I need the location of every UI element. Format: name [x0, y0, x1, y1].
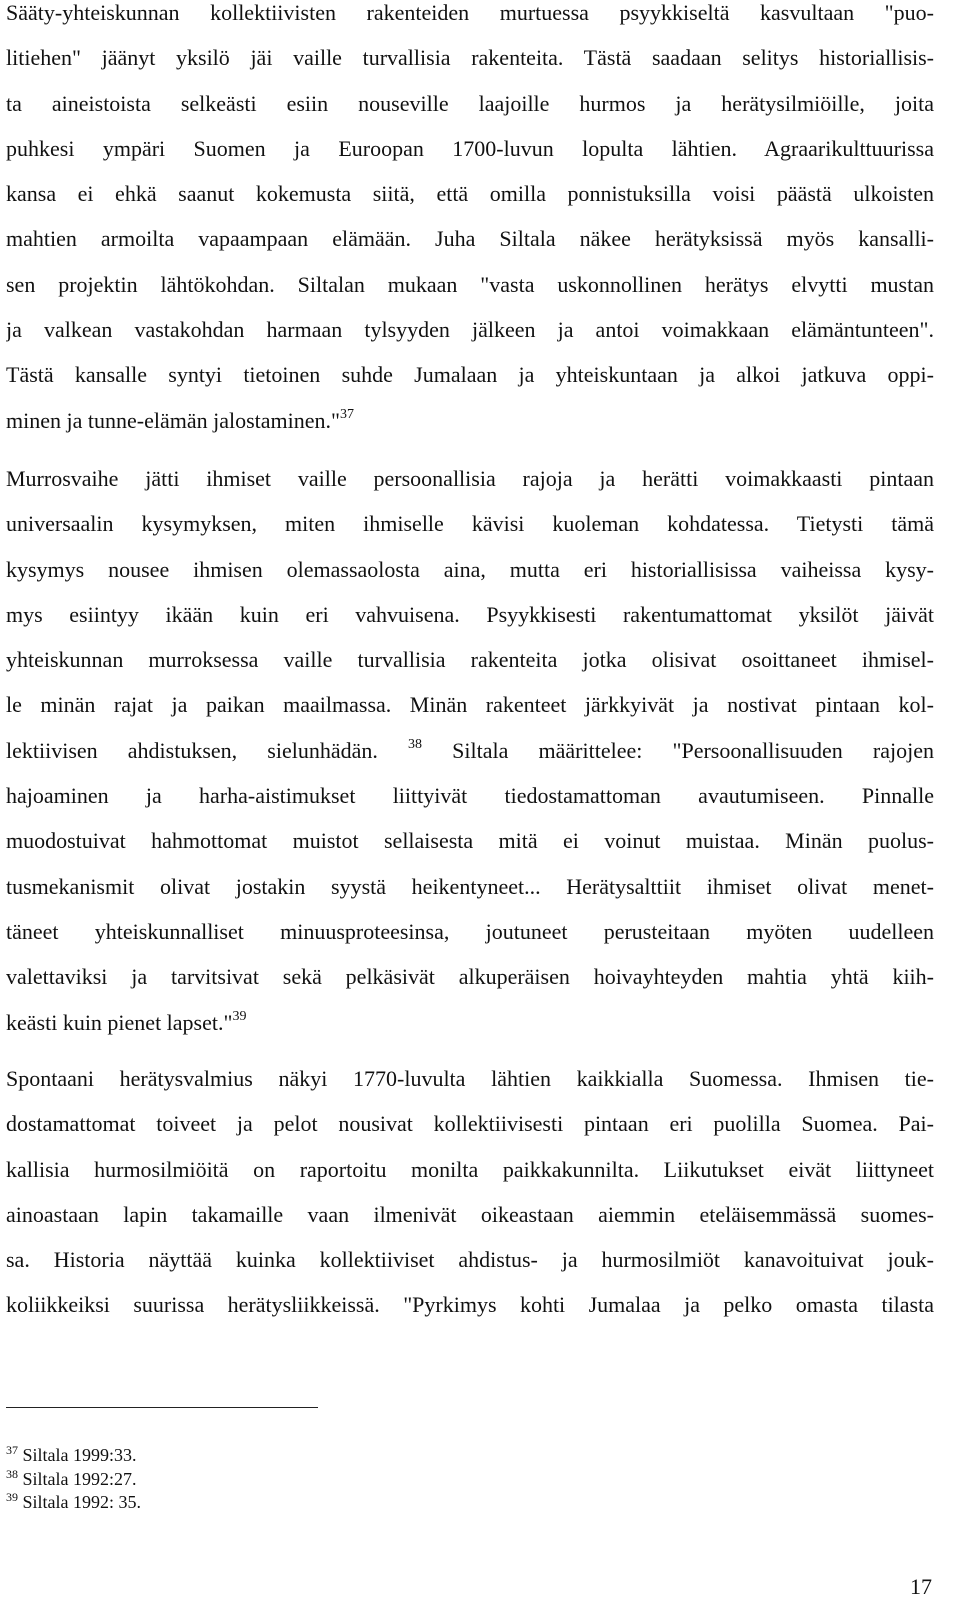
- footnote-text: Siltala 1992: 35.: [22, 1492, 141, 1512]
- text-line: sen projektin lähtökohdan. Siltalan mukaan "vasta uskonnollinen herätys elvytti mustan: [6, 271, 934, 297]
- text-line-content: Siltala määrittelee: "Persoonallisuuden rajojen: [452, 737, 934, 763]
- text-line: täneet yhteiskunnalliset minuusproteesinsa, joutuneet perusteitaan myöten uudelleen: [6, 918, 934, 944]
- footnote-reference: 38: [408, 736, 423, 752]
- footnotes: [6, 1444, 141, 1515]
- text-line: Sääty-yhteiskunnan kollektiivisten rakenteiden murtuessa psyykkiseltä kasvultaan "puo-: [6, 0, 934, 25]
- footnote-number: 39: [6, 1490, 18, 1504]
- text-line: koliikkeiksi suurissa herätysliikkeissä. "Pyrkimys kohti Jumalaa ja pelko omasta tilasta: [6, 1292, 934, 1318]
- text-line-content: keästi kuin pienet lapset.": [6, 1009, 233, 1035]
- text-line: ainoastaan lapin takamaille vaan ilmenivät oikeastaan aiemmin eteläisemmässä suomes-: [6, 1201, 934, 1227]
- text-line: [6, 728, 934, 773]
- footnote-reference: 39: [232, 1008, 247, 1024]
- text-line: dostamattomat toiveet ja pelot nousivat kollektiivisesti pintaan eri puolilla Suomea. Pai-: [6, 1111, 934, 1137]
- text-line-content: minen ja tunne-elämän jalostaminen.": [6, 407, 340, 433]
- text-line: kysymys nousee ihmisen olemassaolosta aina, mutta eri historiallisissa vaiheissa kysy-: [6, 556, 934, 582]
- text-line: tusmekanismit olivat jostakin syystä heikentyneet... Herätysalttiit ihmiset olivat menet-: [6, 873, 934, 899]
- footnote-separator: [6, 1407, 318, 1408]
- footnote-39: [6, 1491, 141, 1515]
- page-number: 17: [910, 1574, 932, 1599]
- text-line: universaalin kysymyksen, miten ihmiselle kävisi kuoleman kohdatessa. Tietysti tämä: [6, 511, 934, 537]
- text-line: puhkesi ympäri Suomen ja Euroopan 1700-luvun lopulta lähtien. Agraarikulttuurissa: [6, 135, 934, 161]
- text-line: Spontaani herätysvalmius näkyi 1770-luvulta lähtien kaikkialla Suomessa. Ihmisen tie-: [6, 1066, 934, 1091]
- footnote-38: [6, 1468, 141, 1492]
- text-line: kallisia hurmosilmiöitä on raportoitu monilta paikkakunnilta. Liikutukset eivät liittyneet: [6, 1156, 934, 1182]
- footnote-number: 37: [6, 1443, 18, 1457]
- text-line: mahtien armoilta vapaampaan elämään. Juha Siltala näkee herätyksissä myös kansalli-: [6, 226, 934, 252]
- paragraph-3: [6, 1056, 934, 1328]
- text-line: muodostuivat hahmottomat muistot sellaisesta mitä ei voinut muistaa. Minän puolus-: [6, 828, 934, 854]
- paragraph-2: [6, 456, 934, 1045]
- text-line: [6, 398, 934, 443]
- text-line: kansa ei ehkä saanut kokemusta siitä, että omilla ponnistuksilla voisi päästä ulkoisten: [6, 181, 934, 207]
- text-line: sa. Historia näyttää kuinka kollektiiviset ahdistus- ja hurmosilmiöt kanavoituivat jouk-: [6, 1247, 934, 1273]
- text-line: yhteiskunnan murroksessa vaille turvallisia rakenteita jotka olisivat osoittaneet ihmisel-: [6, 647, 934, 673]
- paragraph-1: [6, 0, 934, 443]
- footnote-text: Siltala 1992:27.: [22, 1468, 137, 1489]
- footnote-text: Siltala 1999:33.: [22, 1445, 137, 1465]
- text-line: hajoaminen ja harha-aistimukset liittyivät tiedostamattoman avautumiseen. Pinnalle: [6, 783, 934, 809]
- footnote-reference: 37: [340, 406, 354, 422]
- footnote-37: [6, 1444, 141, 1468]
- text-line: Tästä kansalle syntyi tietoinen suhde Jumalaan ja yhteiskuntaan ja alkoi jatkuva oppi-: [6, 362, 934, 388]
- text-line: ta aineistoista selkeästi esiin nouseville laajoille hurmos ja herätysilmiöille, joita: [6, 90, 934, 116]
- text-line: litiehen" jäänyt yksilö jäi vaille turvallisia rakenteita. Tästä saadaan selitys historiallisis-: [6, 45, 934, 71]
- text-line: [6, 1000, 934, 1045]
- text-line: Murrosvaihe jätti ihmiset vaille persoonallisia rajoja ja herätti voimakkaasti pintaan: [6, 466, 934, 491]
- text-line: valettaviksi ja tarvitsivat sekä pelkäsivät alkuperäisen hoivayhteyden mahtia yhtä kiih-: [6, 964, 934, 990]
- text-line: ja valkean vastakohdan harmaan tylsyyden jälkeen ja antoi voimakkaan elämäntunteen".: [6, 317, 934, 343]
- text-line: le minän rajat ja paikan maailmassa. Minän rakenteet järkkyivät ja nostivat pintaan kol-: [6, 692, 934, 718]
- footnote-number: 38: [6, 1466, 18, 1481]
- text-line-content: lektiivisen ahdistuksen, sielunhädän.: [6, 737, 378, 763]
- text-line: mys esiintyy ikään kuin eri vahvuisena. Psyykkisesti rakentumattomat yksilöt jäivät: [6, 601, 934, 627]
